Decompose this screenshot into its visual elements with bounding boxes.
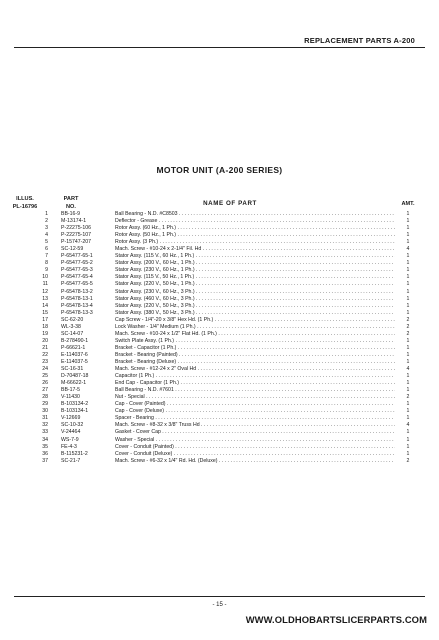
part-name: Bracket - Bearing (Deluxe) . . . (115, 359, 395, 366)
illus-number: 34 (42, 436, 48, 443)
parts-row (0, 352, 439, 359)
part-number: P-65478-13-2 (61, 288, 93, 295)
column-header-part-line2: NO. (66, 204, 76, 210)
part-name: Nut - Special . . . (115, 394, 395, 401)
illus-number: 12 (42, 288, 48, 295)
parts-row (0, 451, 439, 458)
illus-number: 10 (42, 274, 48, 281)
parts-row (0, 444, 439, 451)
part-amount: 1 (406, 260, 410, 267)
part-number: P-22275-107 (61, 232, 91, 239)
part-number: FE-4-3 (61, 443, 77, 450)
part-amount: 4 (406, 246, 410, 253)
part-name: Stator Assy. (200 V., 60 Hz., 1 Ph.) . . . (115, 260, 395, 267)
part-name: Bracket - Bearing (Painted) . . . (115, 352, 395, 359)
column-header-amt: AMT. (401, 201, 415, 207)
parts-row (0, 394, 439, 401)
part-number: V-12669 (61, 415, 81, 422)
part-name: Cover - Conduit (Deluxe) . . . (115, 451, 395, 458)
part-name: Switch Plate Assy. (1 Ph.) . . . (115, 338, 395, 345)
part-number: D-70487-18 (61, 373, 89, 380)
part-name: Cover - Conduit (Painted) . . . (115, 444, 395, 451)
part-amount: 1 (406, 401, 410, 408)
part-number: B-115231-2 (61, 450, 88, 457)
part-name: Cap - Cover (Painted) . . . (115, 401, 395, 408)
part-number: BB-17-5 (61, 387, 81, 394)
parts-row (0, 296, 439, 303)
illus-number: 19 (42, 330, 48, 337)
parts-row (0, 232, 439, 239)
illus-number: 29 (42, 401, 48, 408)
part-name: Rotor Assy. (60 Hz., 1 Ph.) . . . (115, 225, 395, 232)
illus-number: 27 (42, 387, 48, 394)
part-amount: 1 (406, 218, 410, 225)
part-number: P-66621-1 (61, 344, 86, 351)
illus-number: 36 (42, 450, 48, 457)
column-header-illus-line1: ILLUS. (16, 196, 34, 202)
part-number: P-15747-207 (61, 239, 91, 246)
part-number: B-103134-2 (61, 401, 89, 408)
part-name: Rotor Assy. (50 Hz., 1 Ph.) . . . (115, 232, 395, 239)
parts-row (0, 359, 439, 366)
illus-number: 11 (42, 281, 48, 288)
parts-row (0, 422, 439, 429)
column-header-illus (12, 195, 38, 211)
part-name: Stator Assy. (230 V., 60 Hz., 3 Ph.) . . . (115, 289, 395, 296)
illus-number: 26 (42, 380, 48, 387)
part-amount: 1 (406, 239, 410, 246)
illus-number: 35 (42, 443, 48, 450)
part-name: Spacer - Bearing . . . (115, 415, 395, 422)
parts-row (0, 429, 439, 436)
parts-row (0, 274, 439, 281)
part-amount: 1 (406, 211, 410, 217)
part-name: Stator Assy. (460 V., 60 Hz., 3 Ph.) . . . (115, 296, 395, 303)
part-name: End Cap - Capacitor (1 Ph.) . . . (115, 380, 395, 387)
illus-number: 7 (45, 253, 48, 260)
part-number: WL-3-38 (61, 323, 81, 330)
part-amount: 1 (406, 274, 410, 281)
part-name: Mach. Screw - #12-24 x 2" Oval Hd . . . (115, 366, 395, 373)
illus-number: 6 (45, 246, 48, 253)
part-amount: 1 (406, 450, 410, 457)
parts-row (0, 310, 439, 317)
part-name: Bracket - Capacitor (1 Ph.) . . . (115, 345, 395, 352)
header-divider (14, 47, 425, 48)
part-amount: 1 (406, 344, 410, 351)
parts-row (0, 253, 439, 260)
parts-row (0, 331, 439, 338)
part-amount: 1 (406, 429, 410, 436)
part-number: SC-10-32 (61, 422, 84, 429)
part-number: P-65478-13-3 (61, 309, 93, 316)
part-number: P-65477-65-5 (61, 281, 93, 288)
part-amount: 1 (406, 232, 410, 239)
part-number: P-65478-13-4 (61, 302, 93, 309)
parts-row (0, 267, 439, 274)
illus-number: 25 (42, 373, 48, 380)
parts-row (0, 211, 439, 218)
part-name: Stator Assy. (115 V., 60 Hz., 1 Ph.) . . . (115, 253, 395, 260)
part-name: Mach. Screw - #10-24 x 2-1/4" Fil. Hd . . . (115, 246, 395, 253)
page-number: - 15 - (212, 602, 227, 608)
illus-number: 14 (42, 302, 48, 309)
part-amount: 1 (406, 373, 410, 380)
part-number: BB-16-9 (61, 211, 81, 217)
part-number: M-13174-1 (61, 218, 87, 225)
illus-number: 23 (42, 358, 48, 365)
column-header-name: NAME OF PART (203, 200, 257, 207)
part-amount: 1 (406, 302, 410, 309)
parts-row (0, 437, 439, 444)
part-amount: 1 (406, 436, 410, 443)
illus-number: 15 (42, 309, 48, 316)
part-number: P-22275-106 (61, 225, 91, 232)
part-number: SC-62-20 (61, 316, 84, 323)
section-title: MOTOR UNIT (A-200 SERIES) (156, 165, 283, 175)
parts-row (0, 289, 439, 296)
part-amount: 1 (406, 358, 410, 365)
part-amount: 1 (406, 281, 410, 288)
parts-list (0, 211, 439, 465)
parts-row (0, 281, 439, 288)
illus-number: 21 (42, 344, 48, 351)
part-name: Mach. Screw - #10-24 x 1/2" Flat Hd. (1 Ph.) . . . (115, 331, 395, 338)
part-number: SC-14-07 (61, 330, 84, 337)
part-number: E-114037-6 (61, 351, 88, 358)
parts-row (0, 345, 439, 352)
part-number: M-66622-1 (61, 380, 87, 387)
part-amount: 2 (406, 394, 410, 401)
parts-row (0, 387, 439, 394)
part-number: V-11430 (61, 394, 80, 401)
part-name: Stator Assy. (220 V., 50 Hz., 1 Ph.) . . . (115, 281, 395, 288)
part-amount: 1 (406, 351, 410, 358)
part-amount: 1 (406, 443, 410, 450)
parts-row (0, 373, 439, 380)
parts-row (0, 225, 439, 232)
part-amount: 1 (406, 309, 410, 316)
part-amount: 1 (406, 387, 410, 394)
part-name: Rotor Assy. (3 Ph.) . . . (115, 239, 395, 246)
illus-number: 32 (42, 422, 48, 429)
part-amount: 4 (406, 422, 410, 429)
part-name: Stator Assy. (380 V., 50 Hz., 3 Ph.) . . . (115, 310, 395, 317)
part-number: P-65477-65-1 (61, 253, 93, 260)
illus-number: 18 (42, 323, 48, 330)
website-url: WWW.OLDHOBARTSLICERPARTS.COM (245, 614, 427, 625)
part-name: Cap - Cover (Deluxe) . . . (115, 408, 395, 415)
part-amount: 2 (406, 323, 410, 330)
parts-row (0, 324, 439, 331)
illus-number: 5 (45, 239, 48, 246)
illus-number: 13 (42, 295, 48, 302)
illus-number: 22 (42, 351, 48, 358)
part-amount: 1 (406, 380, 410, 387)
part-number: E-114037-5 (61, 358, 88, 365)
part-amount: 1 (406, 225, 410, 232)
part-name: Stator Assy. (220 V., 50 Hz., 3 Ph.) . . . (115, 303, 395, 310)
parts-row (0, 458, 439, 465)
parts-row (0, 408, 439, 415)
illus-number: 33 (42, 429, 48, 436)
part-number: SC-16-31 (61, 366, 84, 373)
parts-row (0, 380, 439, 387)
part-number: B-278490-1 (61, 337, 89, 344)
part-amount: 1 (406, 295, 410, 302)
part-number: V-24464 (61, 429, 81, 436)
part-name: Stator Assy. (230 V., 60 Hz., 1 Ph.) . . . (115, 267, 395, 274)
part-name: Ball Bearing - N.D. #C8503 . . . (115, 211, 395, 218)
part-name: Gasket - Cover Cap . . . (115, 429, 395, 436)
part-amount: 2 (406, 316, 410, 323)
illus-number: 31 (42, 415, 48, 422)
part-number: P-65477-65-3 (61, 267, 93, 274)
parts-row (0, 415, 439, 422)
column-header-part-no (56, 195, 86, 211)
part-name: Mach. Screw - #6-32 x 1/4" Rd. Hd. (Deluxe) . . . (115, 458, 395, 465)
part-name: Washer - Special . . . (115, 437, 395, 444)
part-amount: 2 (406, 457, 410, 464)
illus-number: 28 (42, 394, 48, 401)
parts-row (0, 366, 439, 373)
column-header-illus-line2: PL-16796 (12, 204, 38, 210)
parts-row (0, 401, 439, 408)
illus-number: 20 (42, 337, 48, 344)
illus-number: 30 (42, 408, 48, 415)
illus-number: 17 (42, 316, 48, 323)
part-amount: 1 (406, 337, 410, 344)
part-number: SC-12-59 (61, 246, 84, 253)
illus-number: 9 (45, 267, 48, 274)
part-amount: 1 (406, 253, 410, 260)
illus-number: 4 (45, 232, 48, 239)
part-name: Deflector - Grease . . . (115, 218, 395, 225)
illus-number: 24 (42, 366, 48, 373)
part-amount: 2 (406, 330, 410, 337)
part-name: Capacitor (1 Ph.) . . . (115, 373, 395, 380)
column-header-part-line1: PART (63, 196, 79, 202)
parts-row (0, 246, 439, 253)
parts-row (0, 303, 439, 310)
part-number: P-65478-13-1 (61, 295, 93, 302)
footer-divider (14, 596, 425, 597)
parts-row (0, 260, 439, 267)
page-header-title: REPLACEMENT PARTS A-200 (304, 36, 415, 45)
part-number: WS-7-9 (61, 436, 79, 443)
illus-number: 1 (45, 211, 48, 217)
part-number: P-65477-65-2 (61, 260, 93, 267)
part-number: SC-21-7 (61, 457, 81, 464)
part-name: Mach. Screw - #8-32 x 3/8" Truss Hd . . . (115, 422, 395, 429)
parts-row (0, 239, 439, 246)
parts-row (0, 338, 439, 345)
part-number: P-65477-65-4 (61, 274, 93, 281)
part-name: Stator Assy. (115 V., 50 Hz., 1 Ph.) . . . (115, 274, 395, 281)
part-amount: 1 (406, 288, 410, 295)
part-amount: 1 (406, 415, 410, 422)
part-name: Ball Bearing - N.D. #7601 . . . (115, 387, 395, 394)
illus-number: 3 (45, 225, 48, 232)
part-amount: 4 (406, 366, 410, 373)
illus-number: 2 (45, 218, 48, 225)
part-name: Cap Screw - 1/4"-20 x 3/8" Hex Hd. (1 Ph.) . . . (115, 317, 395, 324)
parts-row (0, 317, 439, 324)
part-number: B-103134-1 (61, 408, 89, 415)
illus-number: 8 (45, 260, 48, 267)
part-amount: 1 (406, 408, 410, 415)
parts-row (0, 218, 439, 225)
part-name: Lock Washer - 1/4" Medium (1 Ph.) . . . (115, 324, 395, 331)
illus-number: 37 (42, 457, 48, 464)
part-amount: 1 (406, 267, 410, 274)
